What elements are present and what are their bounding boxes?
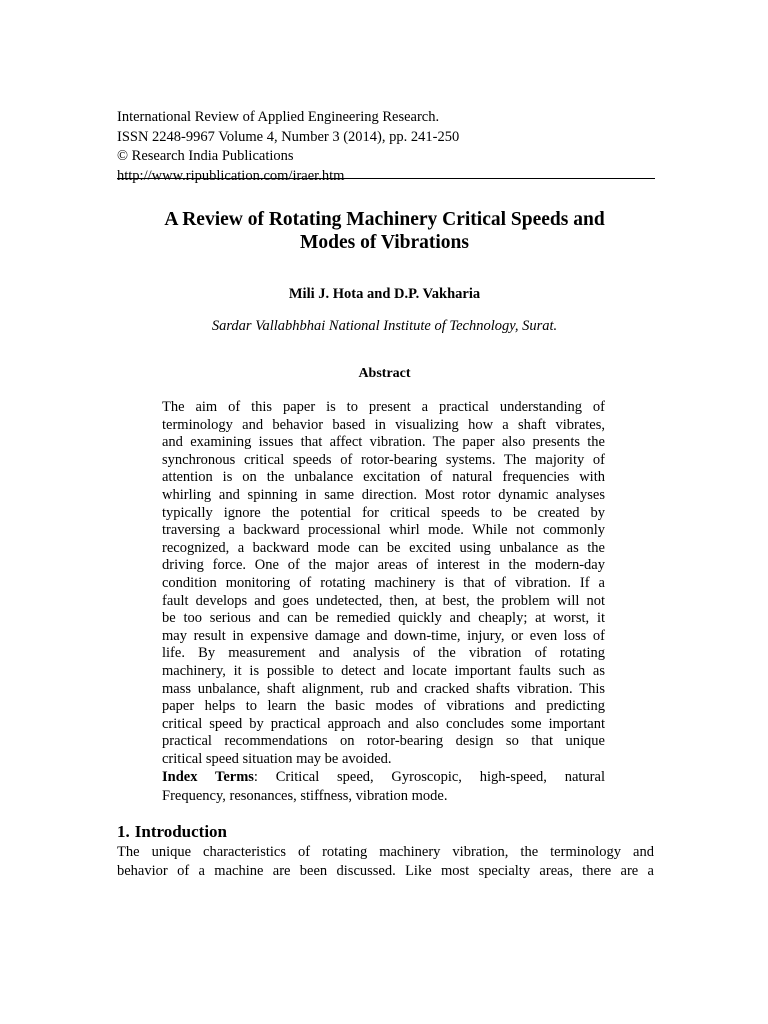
publisher: © Research India Publications — [117, 148, 294, 164]
index-terms — [162, 768, 605, 806]
introduction-line: The unique characteristics of rotating machinery vibration, the terminology and — [117, 844, 654, 860]
index-terms-line — [162, 768, 605, 787]
abstract-line: typically ignore the potential for critical speeds to be created by — [162, 504, 605, 521]
abstract-line: mass unbalance, shaft alignment, rub and cracked shafts vibration. This — [162, 680, 605, 697]
introduction-body — [117, 843, 654, 881]
header-divider — [117, 178, 655, 179]
index-terms-line: Frequency, resonances, stiffness, vibration mode. — [162, 788, 448, 804]
paper-title-line: Modes of Vibrations — [299, 232, 469, 253]
abstract-heading: Abstract — [358, 366, 411, 381]
journal-url: http://www.ripublication.com/iraer.htm — [117, 167, 345, 184]
abstract-line: critical speed by practical approach and also concludes some important — [162, 715, 605, 732]
abstract-line: practical recommendations on rotor-bearing design so that unique — [162, 733, 605, 750]
journal-name: International Review of Applied Engineering Research. — [117, 109, 440, 125]
abstract-line: machinery, it is possible to detect and locate important faults such as — [162, 662, 605, 679]
abstract-line: condition monitoring of rotating machinery is that of vibration. If a — [162, 574, 605, 591]
abstract-line: and examining issues that affect vibration. The paper also presents the — [162, 434, 605, 451]
index-terms-label: Index Terms — [162, 769, 254, 785]
abstract-line: recognized, a backward mode can be excited using unbalance as the — [162, 539, 605, 556]
abstract-line: fault develops and goes undetected, then, at best, the problem will not — [162, 592, 605, 609]
abstract-line: critical speed situation may be avoided. — [162, 750, 392, 767]
abstract-line: traversing a backward processional whirl mode. While not commonly — [162, 522, 605, 539]
abstract-line: synchronous critical speeds of rotor-bearing systems. The majority of — [162, 451, 605, 468]
index-terms-text: : Critical speed, Gyroscopic, high-speed, natural — [253, 769, 605, 785]
section-heading-introduction — [117, 822, 655, 842]
abstract-line: life. By measurement and analysis of the vibration of rotating — [162, 645, 605, 662]
abstract-line: terminology and behavior based in visualizing how a shaft vibrates, — [162, 416, 605, 433]
section-number: 1. — [117, 822, 130, 841]
section-title: Introduction — [134, 822, 228, 841]
paper-title-line: A Review of Rotating Machinery Critical Speeds and — [164, 209, 605, 230]
abstract-line: attention is on the unbalance excitation of natural frequencies with — [162, 469, 605, 486]
abstract-line: may result in expensive damage and down-time, injury, or even loss of — [162, 627, 605, 644]
abstract-line: be too serious and can be remedied quickly and cheaply; at worst, it — [162, 610, 605, 627]
abstract-line: paper helps to learn the basic modes of vibrations and predicting — [162, 698, 605, 715]
paper-title — [117, 208, 652, 254]
abstract-line: The aim of this paper is to present a practical understanding of — [162, 399, 605, 415]
abstract-line: whirling and spinning in same direction. Most rotor dynamic analyses — [162, 486, 605, 503]
abstract-body — [162, 399, 605, 768]
journal-issn-volume: ISSN 2248-9967 Volume 4, Number 3 (2014), pp. 241-250 — [117, 128, 460, 145]
journal-header — [117, 108, 655, 186]
paper-authors: Mili J. Hota and D.P. Vakharia — [288, 286, 481, 302]
introduction-line: behavior of a machine are been discussed. Like most specialty areas, there are a — [117, 863, 654, 879]
author-affiliation: Sardar Vallabhbhai National Institute of Technology, Surat. — [211, 318, 558, 334]
abstract-line: driving force. One of the major areas of interest in the modern-day — [162, 557, 605, 574]
